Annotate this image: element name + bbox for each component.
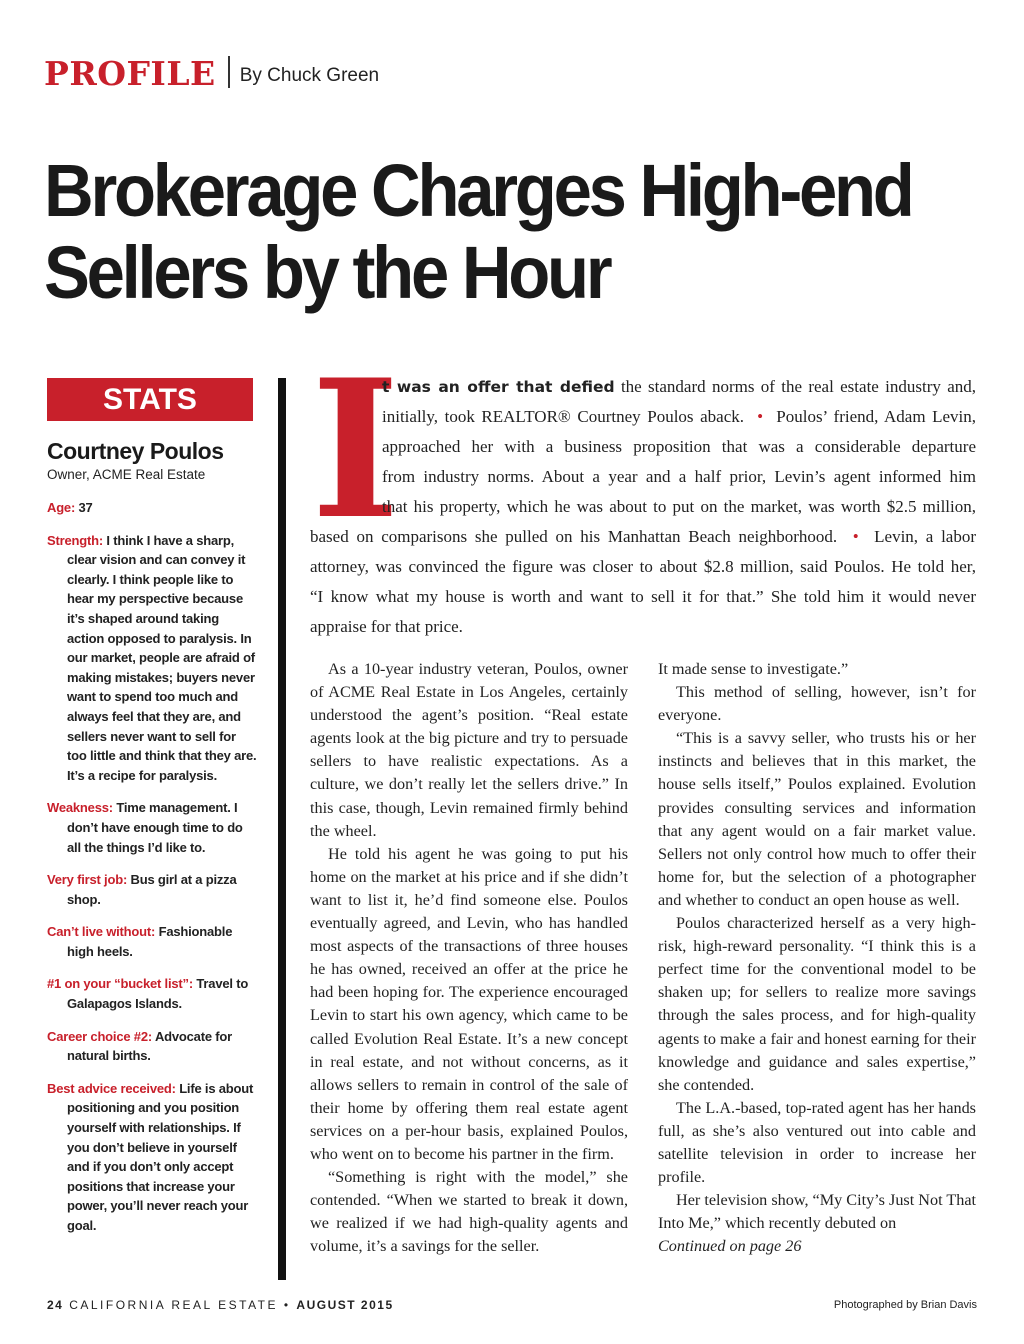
- stats-person-title: Owner, ACME Real Estate: [47, 467, 206, 482]
- section-label: PROFILE: [44, 54, 216, 93]
- stat-bucket-list: #1 on your “bucket list”: Travel to Galapagos Islands.: [47, 976, 249, 1012]
- paragraph: The L.A.-based, top-rated agent has her hands full, as she’s also ventured out into cable and satellite television in order to increase her profile.: [658, 1098, 976, 1187]
- stat-weakness: Weakness: Time management. I don’t have enough time to do all the things I’d like to.: [47, 800, 243, 855]
- stat-cant-live-without: Can’t live without: Fashionable high heels.: [47, 924, 233, 959]
- article-headline: Brokerage Charges High-end Sellers by the Hour: [44, 149, 912, 314]
- stats-person-name: Courtney Poulos: [47, 438, 224, 464]
- intro-line: “I know what my house is worth and want to sell it for that.” She told him it would never: [310, 587, 976, 606]
- paragraph: “Something is right with the model,” she contended. “When we started to break it down, we realized if we had high-quality agents and volume, it’s a savings for the seller.: [310, 1168, 628, 1256]
- byline: By Chuck Green: [239, 65, 380, 86]
- intro-line: from industry norms. About a year and a half prior, Levin’s agent informed him: [382, 467, 976, 486]
- paragraph: Poulos characterized herself as a very high-risk, high-reward personality. “I think this is a perfect time for the conventional model to be shaken up; for sellers to realize more savings through the sales process, and for high-quality agents to make a fair and honest earning for their knowledge and guidance and sales expertise,” she contended.: [658, 914, 976, 1094]
- paragraph: “This is a savvy seller, who trusts his or her instincts and believes that in this market, the house sells itself,” Poulos explained. Evolution provides consulting services and information that any agent would on a fair market value. Sellers not only control how much to offer their home for, but the selection of a photographer and whether to conduct an open house as well.: [658, 729, 976, 909]
- stat-best-advice: Best advice received: Life is about positioning and you position yourself with relationships. If you don’t believe in yourself and if you don’t only accept positions that increase your power, you’ll never reach your goal.: [47, 1080, 254, 1233]
- paragraph: Her television show, “My City’s Just Not That Into Me,” which recently debuted on: [658, 1191, 976, 1233]
- page-number: 24: [47, 1298, 64, 1312]
- publication-name: CALIFORNIA REAL ESTATE: [69, 1298, 279, 1312]
- paragraph: He told his agent he was going to put his home on the market at his price and if she didn’t want to list it, he’d find someone else. Poulos eventually agreed, and Levin, who has handled most aspects of the transactions of three houses he has owned, received an offer at the price he had been hoping for. The experience encouraged Levin to start his own agency, which came to be called Evolution Real Estate. It’s a new concept in real estate, and not without concerns, as it allows sellers to remain in control of the sale of their home by offering them real estate agent services on a per-hour basis, explained Poulos, who went on to become his partner in the firm.: [310, 844, 628, 1163]
- continued-link[interactable]: Continued on page 26: [658, 1237, 802, 1256]
- page-header: [44, 40, 380, 93]
- intro-line: based on comparisons she pulled on his Manhattan Beach neighborhood. • Levin, a labor: [310, 527, 977, 546]
- intro-line: approached her with a business proposition that was a considerable departure: [382, 437, 976, 456]
- bullet-icon: •: [283, 1298, 291, 1312]
- stat-career-choice: Career choice #2: Advocate for natural births.: [47, 1028, 232, 1064]
- issue-date: AUGUST 2015: [296, 1298, 394, 1312]
- stat-first-job: Very first job: Bus girl at a pizza shop.: [47, 872, 237, 907]
- stat-strength: Strength: I think I have a sharp, clear vision and can convey it clearly. I think people like to hear my perspective because it’s shaped around taking action opposed to paralysis. In our market, people are afraid of making mistakes; buyers never want to spend too much and always feel that they are, and sellers never want to sell for too little and think that they are. It’s a recipe for paralysis.: [47, 532, 257, 783]
- paragraph: As a 10-year industry veteran, Poulos, owner of ACME Real Estate in Los Angeles, certainly understood the agent’s position. “Real estate agents look at the big picture and try to persuade sellers to have realistic expectations. As a culture, we don’t really let the sellers drive.” In this case, though, Levin remained firmly behind the wheel.: [310, 660, 628, 840]
- body-column-2: [658, 658, 976, 1258]
- photo-credit: Photographed by Brian Davis: [833, 1299, 977, 1311]
- bullet-icon: •: [757, 407, 764, 426]
- stats-heading: STATS: [47, 378, 253, 421]
- body-column-1: [310, 658, 628, 1258]
- stat-age: Age: 37: [47, 500, 93, 515]
- paragraph-continuation: It made sense to investigate.”: [658, 660, 849, 678]
- intro-line: attorney, was convinced the figure was closer to about $2.8 million, said Poulos. He told her,: [310, 557, 976, 576]
- header-divider: [228, 56, 230, 88]
- paragraph: This method of selling, however, isn’t for everyone.: [658, 683, 976, 725]
- intro-line: appraise for that price.: [310, 617, 463, 636]
- intro-line: that his property, which he was about to put on the market, was worth $2.5 million,: [382, 497, 976, 516]
- stats-list: [47, 498, 257, 1249]
- intro-line: t was an offer that defied the standard norms of the real estate industry and,: [382, 377, 976, 396]
- drop-cap: I: [311, 338, 400, 561]
- column-divider: [278, 378, 286, 1280]
- intro-line: initially, took REALTOR® Courtney Poulos aback. • Poulos’ friend, Adam Levin,: [382, 407, 977, 426]
- bullet-icon: •: [852, 527, 859, 546]
- page-footer: [47, 1298, 394, 1312]
